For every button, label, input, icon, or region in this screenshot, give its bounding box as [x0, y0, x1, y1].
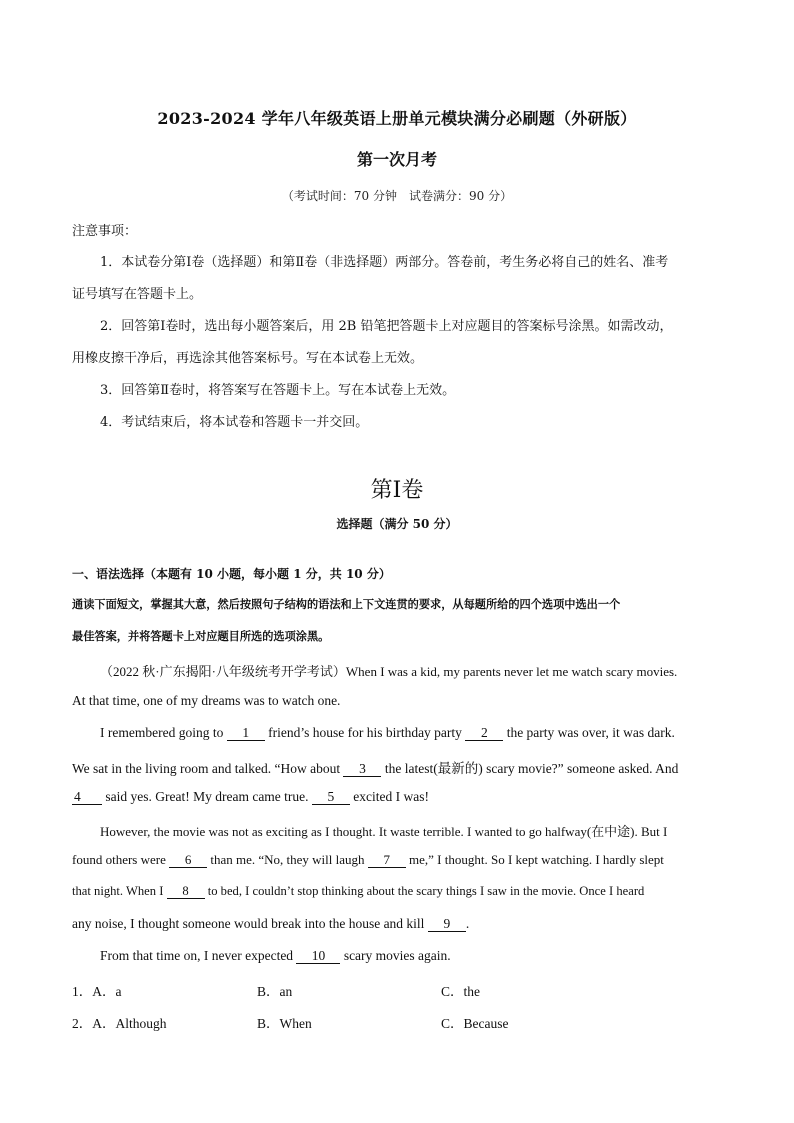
notice-item-2-line-1: 2．回答第Ⅰ卷时，选出每小题答案后，用 2B 铅笔把答题卡上对应题目的答案标号涂黑。如需改动， [100, 319, 673, 334]
text: From that time on, I never expected [100, 948, 297, 963]
blank-1: 1 [227, 726, 265, 741]
notice-item-3: 3．回答第Ⅱ卷时，将答案写在答题卡上。写在本试卷上无效。 [100, 383, 456, 398]
passage-line-9 [72, 916, 469, 932]
blank-8: 8 [167, 884, 205, 899]
passage-line-3 [100, 725, 675, 741]
question-2-option-c: C．Because [441, 1016, 509, 1031]
blank-2: 2 [465, 726, 503, 741]
text: friend’s house for his birthday party [264, 725, 466, 740]
question-1-option-b: B．an [257, 984, 293, 999]
text: the party was over, it was dark. [503, 725, 675, 740]
section-heading: 一、语法选择（本题有 10 小题，每小题 1 分，共 10 分） [72, 567, 391, 581]
exam-title: 2023-2024 学年八年级英语上册单元模块满分必刷题（外研版） [157, 109, 637, 128]
volume-title: 第Ⅰ卷 [370, 478, 424, 503]
question-1-option-c: C．the [441, 984, 480, 999]
text: I remembered going to [100, 725, 227, 740]
exam-subtitle: 第一次月考 [356, 150, 437, 169]
text: scary movies again. [340, 948, 451, 963]
question-2-option-a: 2．A．Although [72, 1016, 167, 1031]
blank-9: 9 [428, 917, 466, 932]
text: the latest(最新的) scary movie?” someone asked. And [381, 761, 679, 776]
notice-item-2-line-2: 用橡皮擦干净后，再选涂其他答案标号。写在本试卷上无效。 [72, 351, 424, 366]
passage-line-8 [72, 884, 644, 899]
text: excited I was! [349, 789, 430, 804]
question-1-option-a: 1．A．a [72, 984, 122, 999]
passage-line-6: However, the movie was not as exciting as I thought. It waste terrible. I wanted to go halfway(在中途). But I [100, 824, 668, 839]
section-instruction-line-2: 最佳答案，并将答题卡上对应题目所选的选项涂黑。 [72, 629, 330, 643]
text: . [465, 916, 470, 931]
passage-line-4 [72, 757, 678, 777]
blank-3: 3 [343, 762, 381, 777]
notice-item-1-line-2: 证号填写在答题卡上。 [72, 287, 203, 302]
blank-10: 10 [296, 949, 340, 964]
passage-line-2: At that time, one of my dreams was to watch one. [72, 693, 341, 708]
text: than me. “No, they will laugh [207, 852, 368, 867]
notice-item-4: 4．考试结束后，将本试卷和答题卡一并交回。 [100, 415, 369, 430]
passage-line-1: （2022 秋·广东揭阳·八年级统考开学考试）When I was a kid, my parents never let me watch scary movies. [100, 664, 678, 679]
passage-line-7 [72, 852, 664, 868]
volume-subtitle: 选择题（满分 50 分） [336, 517, 458, 531]
text: found others were [72, 852, 170, 867]
exam-info: （考试时间：70 分钟 试卷满分：90 分） [281, 189, 513, 203]
question-2-option-b: B．When [257, 1016, 312, 1031]
text: to bed, I couldn’t stop thinking about the scary things I saw in the movie. Once I heard [204, 884, 645, 898]
blank-7: 7 [368, 853, 406, 868]
blank-4: 4 [72, 790, 102, 805]
section-instruction-line-1: 通读下面短文，掌握其大意，然后按照句子结构的语法和上下文连贯的要求，从每题所给的四个选项中选出一个 [72, 597, 621, 611]
notice-item-1-line-1: 1．本试卷分第Ⅰ卷（选择题）和第Ⅱ卷（非选择题）两部分。答卷前，考生务必将自己的姓名、准考 [100, 255, 669, 270]
text: that night. When I [72, 884, 167, 898]
text: We sat in the living room and talked. “How about [72, 761, 344, 776]
text: said yes. Great! My dream came true. [102, 789, 312, 804]
text: any noise, I thought someone would break into the house and kill [72, 916, 428, 931]
passage-line-10 [100, 948, 451, 964]
text: me,” I thought. So I kept watching. I hardly slept [405, 852, 664, 867]
notice-label: 注意事项： [72, 224, 138, 239]
blank-6: 6 [169, 853, 207, 868]
passage-line-5 [72, 789, 429, 805]
blank-5: 5 [312, 790, 350, 805]
